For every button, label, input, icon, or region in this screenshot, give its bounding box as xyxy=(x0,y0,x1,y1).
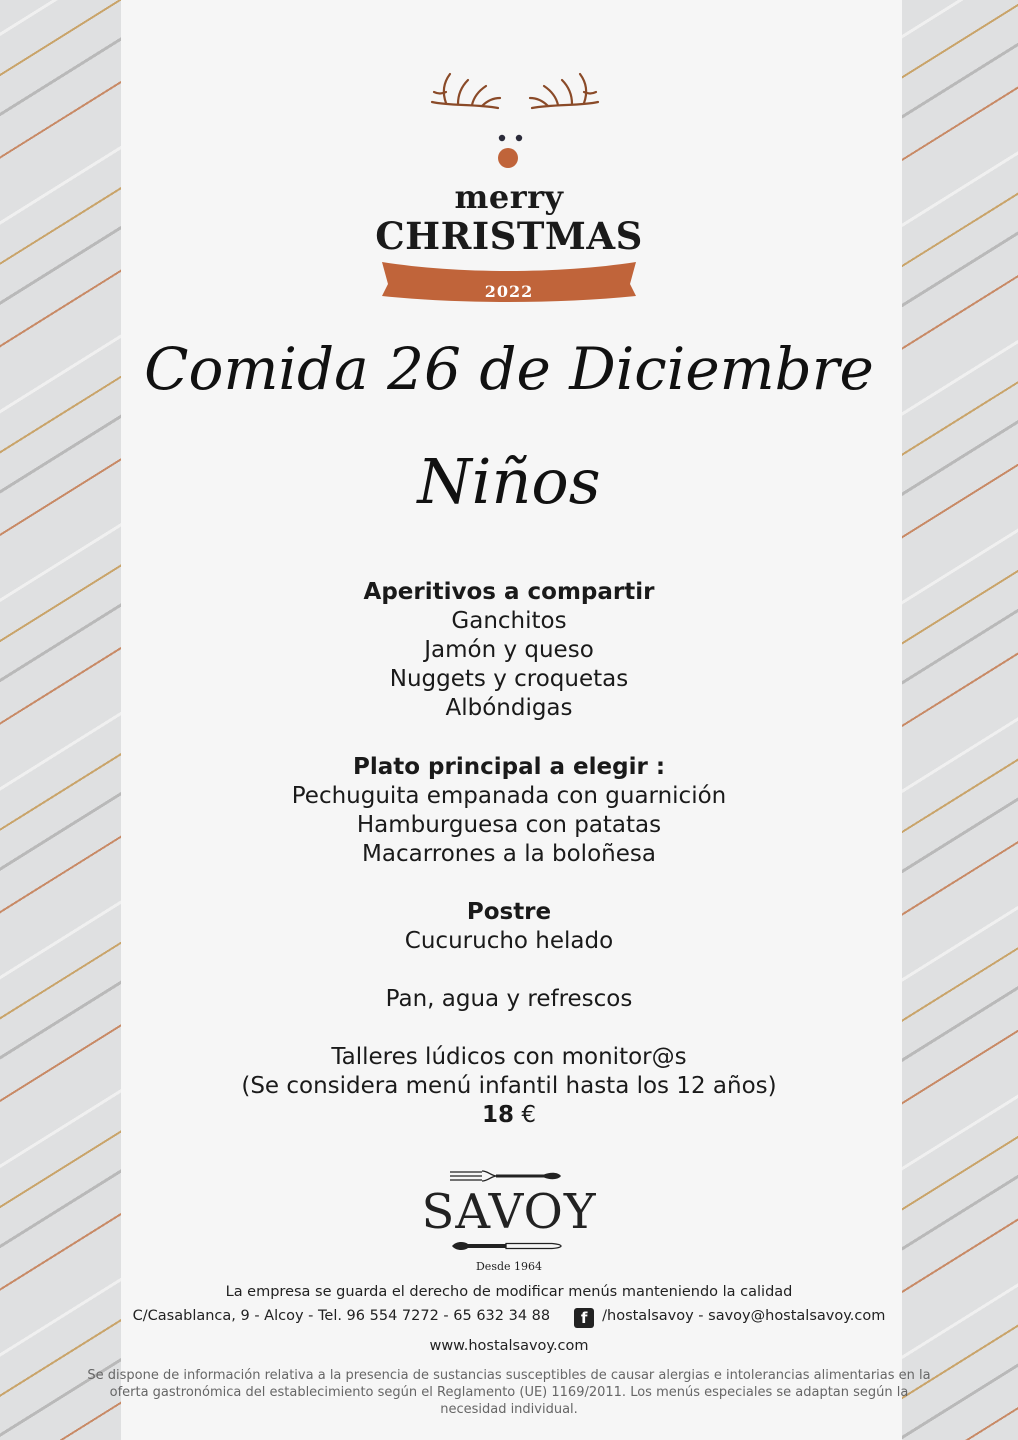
price xyxy=(0,1101,1018,1130)
menu-item: Ganchitos xyxy=(451,608,567,634)
disclaimer-text: La empresa se guarda el derecho de modificar menús manteniendo la calidad xyxy=(225,1284,793,1300)
legal-line-3: necesidad individual. xyxy=(440,1402,578,1417)
legal-line-2: oferta gastronómica del establecimiento según el Reglamento (UE) 1169/2011. Los menús especiales se adaptan según la xyxy=(109,1385,909,1400)
website-link[interactable]: www.hostalsavoy.com xyxy=(429,1338,589,1354)
age-note: (Se considera menú infantil hasta los 12 años) xyxy=(241,1073,777,1099)
menu-item: Albóndigas xyxy=(445,695,573,721)
principal-heading: Plato principal a elegir : xyxy=(352,754,666,780)
talleres-line: Talleres lúdicos con monitor@s xyxy=(331,1044,687,1070)
menu-item: Macarrones a la boloñesa xyxy=(362,841,656,867)
menu-item: Cucurucho helado xyxy=(404,928,614,954)
menu-item: Nuggets y croquetas xyxy=(389,666,629,692)
aperitivos-heading: Aperitivos a compartir xyxy=(363,579,655,605)
fork-icon xyxy=(448,1168,564,1184)
social-text: /hostalsavoy - savoy@hostalsavoy.com xyxy=(602,1308,886,1324)
contact-line xyxy=(0,1308,1018,1328)
event-subtitle: Niños xyxy=(417,445,601,518)
price-amount: 18 xyxy=(482,1102,515,1128)
knife-icon xyxy=(450,1238,562,1254)
address-text: C/Casablanca, 9 - Alcoy - Tel. 96 554 7272 - 65 632 34 88 xyxy=(132,1308,551,1324)
savoy-logo-text: SAVOY xyxy=(421,1184,597,1240)
drinks-line: Pan, agua y refrescos xyxy=(385,986,633,1012)
christmas-text: CHRISTMAS xyxy=(375,214,643,258)
menu-item: Hamburguesa con patatas xyxy=(356,812,662,838)
legal-line-1: Se dispone de información relativa a la presencia de sustancias susceptibles de causar alergias e intolerancias alimentarias en la xyxy=(87,1368,931,1383)
reindeer-icon xyxy=(420,64,610,174)
price-currency: € xyxy=(521,1102,536,1128)
menu-item: Jamón y queso xyxy=(424,637,594,663)
year-label: 2022 xyxy=(484,282,534,301)
menu-item: Pechuguita empanada con guarnición xyxy=(291,783,727,809)
desde-label: Desde 1964 xyxy=(475,1260,543,1273)
merry-text: merry xyxy=(454,178,564,216)
event-title: Comida 26 de Diciembre xyxy=(144,335,874,403)
facebook-icon[interactable]: f xyxy=(574,1308,594,1328)
postre-heading: Postre xyxy=(466,899,552,925)
